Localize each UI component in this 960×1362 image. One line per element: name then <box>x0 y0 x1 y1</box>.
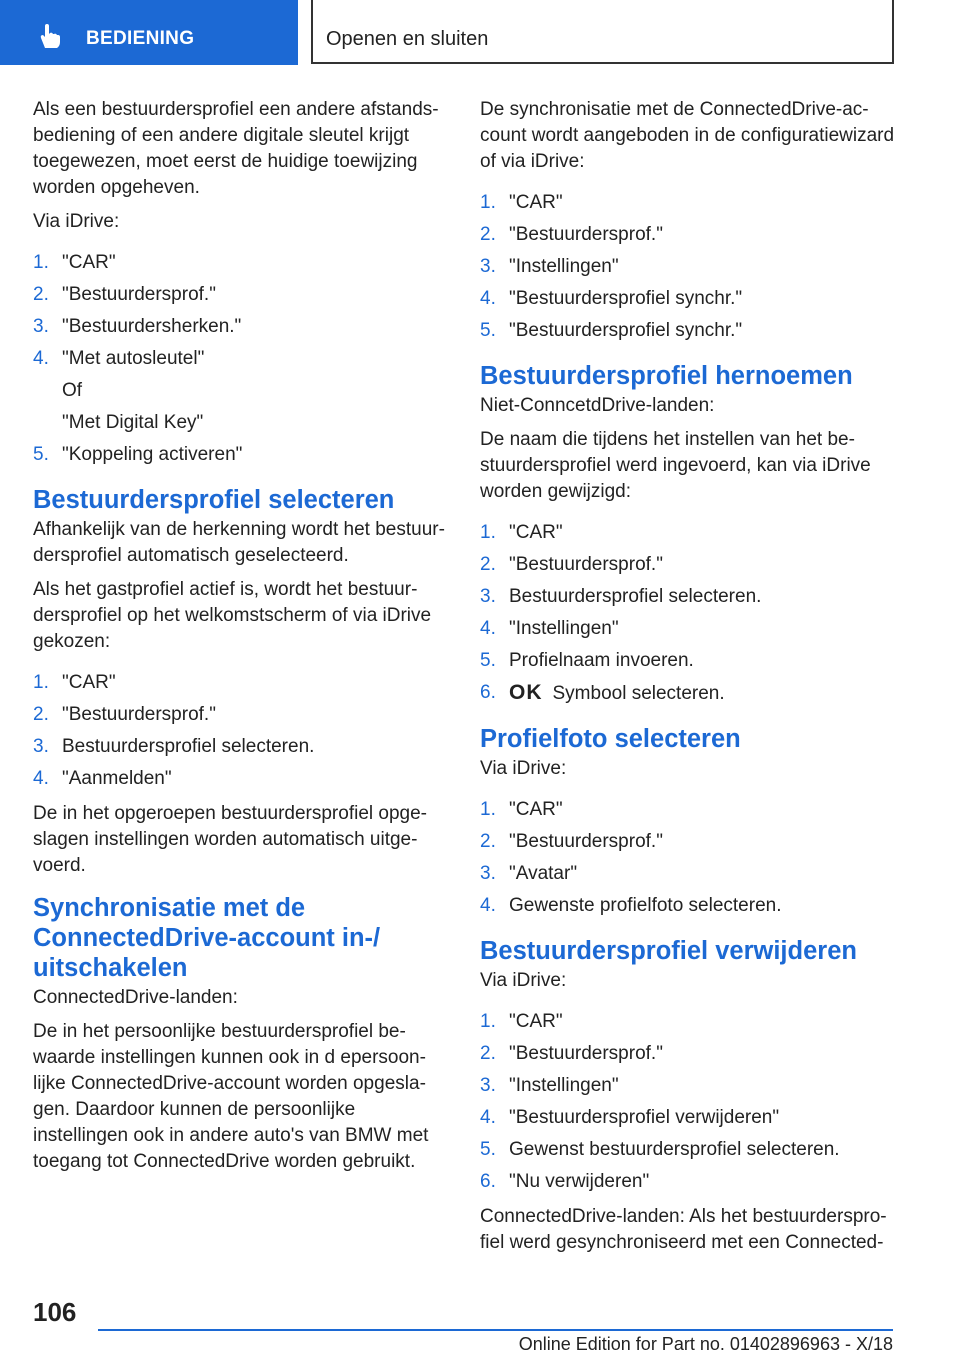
paragraph: Niet-ConncetdDrive-landen: <box>480 395 715 416</box>
list-item: 3. "Instellingen" <box>480 1075 619 1096</box>
steps-list-select <box>33 667 448 795</box>
list-item: 2. "Bestuurdersprof." <box>480 554 663 575</box>
paragraph: De synchronisatie met de ConnectedDrive-account wordt aangeboden in de configuratiewizard of via iDrive: <box>480 99 895 172</box>
paragraph: Afhankelijk van de herkenning wordt het bestuurdersprofiel automatisch geselecteerd. <box>33 519 445 566</box>
paragraph: Als het gastprofiel actief is, wordt het bestuurdersprofiel op het welkomstscherm of via iDrive gekozen: <box>33 579 432 652</box>
steps-list-photo <box>480 794 900 922</box>
list-item: 2. "Bestuurdersprof." <box>480 224 663 245</box>
heading-photo: Profielfoto selecteren <box>480 725 741 753</box>
paragraph: ConnectedDrive-landen: Als het bestuurdersprofiel werd gesynchroniseerd met een Connected- <box>480 1206 887 1253</box>
paragraph: Via iDrive: <box>480 758 567 779</box>
heading-rename: Bestuurdersprofiel hernoemen <box>480 362 853 390</box>
list-item: 4. "Bestuurdersprofiel synchr." <box>480 288 743 309</box>
list-item: 1. "CAR" <box>480 799 563 820</box>
intro-paragraph: Als een bestuurdersprofiel een andere afstandsbediening of een andere digitale sleutel krijgt toegewezen, moet eerst de huidige toewijzing worden opgeheven. <box>33 99 439 198</box>
heading-delete: Bestuurdersprofiel verwijderen <box>480 937 857 965</box>
chapter-title: Openen en sluiten <box>326 28 489 50</box>
list-item: 3. "Avatar" <box>480 863 578 884</box>
list-item: 1. "CAR" <box>33 252 116 273</box>
list-item: 4. "Bestuurdersprofiel verwijderen" <box>480 1107 780 1128</box>
paragraph: De in het opgeroepen bestuurdersprofiel opgeslagen instellingen worden automatisch uitgevoerd. <box>33 803 427 876</box>
list-item: 2. "Bestuurdersprof." <box>33 284 216 305</box>
paragraph: De naam die tijdens het instellen van het bestuurdersprofiel werd ingevoerd, kan via iDrive worden gewijzigd: <box>480 429 871 502</box>
list-item: 3. Bestuurdersprofiel selecteren. <box>480 586 762 607</box>
list-item: 4. "Instellingen" <box>480 618 619 639</box>
section-label: BEDIENING <box>86 28 195 49</box>
steps-list-assign <box>33 247 448 471</box>
right-column <box>480 97 900 1264</box>
list-item: 1. "CAR" <box>480 192 563 213</box>
steps-list-delete <box>480 1006 900 1198</box>
page-header <box>0 0 960 66</box>
list-item: 1. "CAR" <box>33 672 116 693</box>
footer-divider <box>98 1329 893 1331</box>
heading-select-profile: Bestuurdersprofiel selecteren <box>33 486 395 514</box>
list-item: 4. Gewenste profielfoto selecteren. <box>480 895 782 916</box>
list-item: 4. "Aanmelden" <box>33 768 172 789</box>
left-column <box>33 97 448 1183</box>
list-item: 3. Bestuurdersprofiel selecteren. <box>33 736 315 757</box>
list-item: 1. "CAR" <box>480 522 563 543</box>
list-item: 2. "Bestuurdersprof." <box>480 831 663 852</box>
hand-pointer-icon <box>36 22 64 50</box>
paragraph: Via iDrive: <box>480 970 567 991</box>
heading-sync: Synchronisatie met de ConnectedDrive-account in-/ uitschakelen <box>33 894 381 982</box>
section-tab <box>0 0 298 65</box>
list-item: 1. "CAR" <box>480 1011 563 1032</box>
steps-list-rename <box>480 517 900 710</box>
list-item: 6. OK Symbool selecteren. <box>480 677 900 710</box>
list-item: 5. "Koppeling activeren" <box>33 444 243 465</box>
list-item: 3. "Bestuurdersherken." <box>33 316 242 337</box>
paragraph: ConnectedDrive-landen: <box>33 987 238 1008</box>
list-item: 2. "Bestuurdersprof." <box>480 1043 663 1064</box>
list-item: 6. "Nu verwijderen" <box>480 1171 650 1192</box>
paragraph: De in het persoonlijke bestuurdersprofiel bewaarde instellingen kunnen ook in d epersoonlijke ConnectedDrive-account worden opgeslagen. Daardoor kunnen de persoonlijke instellingen ook in andere auto's van BMW met toegang tot ConnectedDrive worden gebruikt. <box>33 1021 429 1172</box>
via-idrive-label: Via iDrive: <box>33 211 120 232</box>
page-number: 106 <box>33 1297 77 1327</box>
ok-icon: OK <box>509 681 543 704</box>
edition-footer: Online Edition for Part no. 01402896963 - X/18 <box>518 1334 893 1354</box>
list-item: 3. "Instellingen" <box>480 256 619 277</box>
list-item: 5. Profielnaam invoeren. <box>480 650 694 671</box>
steps-list-sync <box>480 187 900 347</box>
list-item: 4. "Met autosleutel" Of "Met Digital Key" <box>33 348 205 433</box>
list-item: 5. "Bestuurdersprofiel synchr." <box>480 320 743 341</box>
list-item: 5. Gewenst bestuurdersprofiel selecteren. <box>480 1139 840 1160</box>
list-item: 2. "Bestuurdersprof." <box>33 704 216 725</box>
